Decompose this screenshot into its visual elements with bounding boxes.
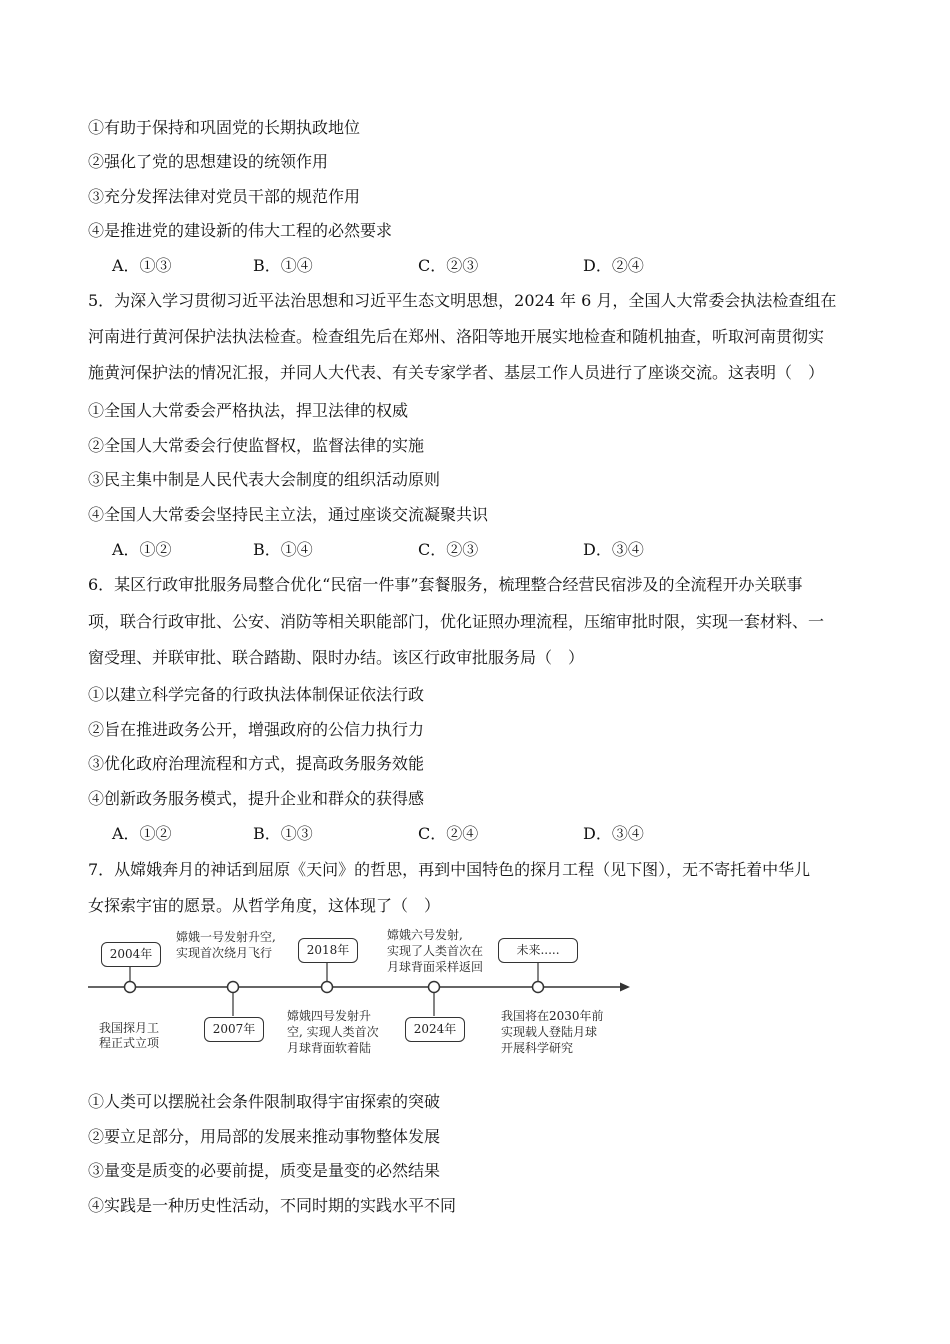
timeline-node-2004 bbox=[125, 982, 136, 993]
desc-future-line-3: 开展科学研究 bbox=[501, 1041, 574, 1055]
timeline-arrow bbox=[620, 983, 630, 992]
q7-statement-1: ①人类可以摆脱社会条件限制取得宇宙探索的突破 bbox=[88, 1092, 441, 1111]
q4-option-c: C．②③ bbox=[418, 256, 479, 275]
desc-2024-line-3: 月球背面采样返回 bbox=[387, 960, 484, 974]
q7-statement-2: ②要立足部分，用局部的发展来推动事物整体发展 bbox=[88, 1127, 441, 1146]
q5-statement-3: ③民主集中制是人民代表大会制度的组织活动原则 bbox=[88, 470, 441, 489]
year-box-2018: 2018年 bbox=[298, 938, 358, 963]
timeline-node-future bbox=[533, 982, 544, 993]
q6-statement-4: ④创新政务服务模式，提升企业和群众的获得感 bbox=[88, 789, 425, 808]
q5-statement-4: ④全国人大常委会坚持民主立法，通过座谈交流凝聚共识 bbox=[88, 505, 489, 524]
q5-option-d: D．③④ bbox=[583, 540, 644, 559]
desc-2018-line-1: 嫦娥四号发射升 bbox=[287, 1009, 372, 1023]
year-box-2007: 2007年 bbox=[204, 1017, 264, 1042]
desc-2018-line-2: 空, 实现人类首次 bbox=[287, 1025, 379, 1039]
q7-stem-line-1: 7．从嫦娥奔月的神话到屈原《天问》的哲思，再到中国特色的探月工程（见下图），无不寄托着中华儿 bbox=[88, 860, 811, 879]
q6-statement-1: ①以建立科学完备的行政执法体制保证依法行政 bbox=[88, 685, 425, 704]
q6-stem-line-1: 6．某区行政审批服务局整合优化“民宿一件事”套餐服务，梳理整合经营民宿涉及的全流程开办关联事 bbox=[88, 575, 803, 594]
year-box-future: 未来..... bbox=[498, 938, 578, 963]
q4-statement-4: ④是推进党的建设新的伟大工程的必然要求 bbox=[88, 221, 393, 240]
q5-option-b: B．①④ bbox=[253, 540, 313, 559]
q4-statement-2: ②强化了党的思想建设的统领作用 bbox=[88, 152, 329, 171]
q6-stem-line-3: 窗受理、并联审批、联合踏勘、限时办结。该区行政审批服务局（ ） bbox=[88, 648, 585, 667]
desc-future-line-2: 实现载人登陆月球 bbox=[501, 1025, 598, 1039]
timeline-node-2018 bbox=[322, 982, 333, 993]
q5-option-a: A．①② bbox=[112, 540, 172, 559]
q7-stem-line-2: 女探索宇宙的愿景。从哲学角度，这体现了（ ） bbox=[88, 896, 441, 915]
q6-option-c: C．②④ bbox=[418, 824, 479, 843]
q6-stem-line-2: 项，联合行政审批、公安、消防等相关职能部门，优化证照办理流程，压缩审批时限，实现一套材料、一 bbox=[88, 612, 825, 631]
q6-option-a: A．①② bbox=[112, 824, 172, 843]
desc-2018-line-3: 月球背面软着陆 bbox=[287, 1041, 372, 1055]
q7-statement-4: ④实践是一种历史性活动，不同时期的实践水平不同 bbox=[88, 1196, 457, 1215]
q5-option-c: C．②③ bbox=[418, 540, 479, 559]
q5-statement-1: ①全国人大常委会严格执法，捍卫法律的权威 bbox=[88, 401, 409, 420]
desc-2004-line-1: 我国探月工 bbox=[99, 1021, 160, 1035]
desc-2004-line-2: 程正式立项 bbox=[99, 1036, 160, 1050]
q4-statement-3: ③充分发挥法律对党员干部的规范作用 bbox=[88, 187, 361, 206]
q6-statement-2: ②旨在推进政务公开，增强政府的公信力执行力 bbox=[88, 720, 425, 739]
desc-2024-line-2: 实现了人类首次在 bbox=[387, 944, 484, 958]
q6-statement-3: ③优化政府治理流程和方式，提高政务服务效能 bbox=[88, 754, 425, 773]
q6-option-b: B．①③ bbox=[253, 824, 313, 843]
q4-statement-1: ①有助于保持和巩固党的长期执政地位 bbox=[88, 118, 361, 137]
q5-stem-line-2: 河南进行黄河保护法执法检查。检查组先后在郑州、洛阳等地开展实地检查和随机抽查，听取河南贯彻实 bbox=[88, 327, 825, 346]
q5-statement-2: ②全国人大常委会行使监督权，监督法律的实施 bbox=[88, 436, 425, 455]
desc-2024-line-1: 嫦娥六号发射, bbox=[387, 928, 463, 942]
q6-option-d: D．③④ bbox=[583, 824, 644, 843]
year-box-2004: 2004年 bbox=[101, 942, 161, 967]
q4-option-d: D．②④ bbox=[583, 256, 644, 275]
timeline-node-2007 bbox=[228, 982, 239, 993]
q5-stem-line-1: 5．为深入学习贯彻习近平法治思想和习近平生态文明思想，2024 年 6 月，全国人大常委会执法检查组在 bbox=[88, 291, 837, 310]
desc-future-line-1: 我国将在2030年前 bbox=[501, 1009, 604, 1023]
desc-2007-line-1: 嫦娥一号发射升空, bbox=[176, 930, 276, 944]
q7-statement-3: ③量变是质变的必要前提，质变是量变的必然结果 bbox=[88, 1161, 441, 1180]
desc-2007-line-2: 实现首次绕月飞行 bbox=[176, 946, 273, 960]
q5-stem-line-3: 施黄河保护法的情况汇报，并同人大代表、有关专家学者、基层工作人员进行了座谈交流。这表明（ ） bbox=[88, 363, 825, 382]
q4-option-b: B．①④ bbox=[253, 256, 313, 275]
timeline-node-2024 bbox=[429, 982, 440, 993]
year-box-2024: 2024年 bbox=[405, 1017, 465, 1042]
q4-option-a: A．①③ bbox=[112, 256, 172, 275]
